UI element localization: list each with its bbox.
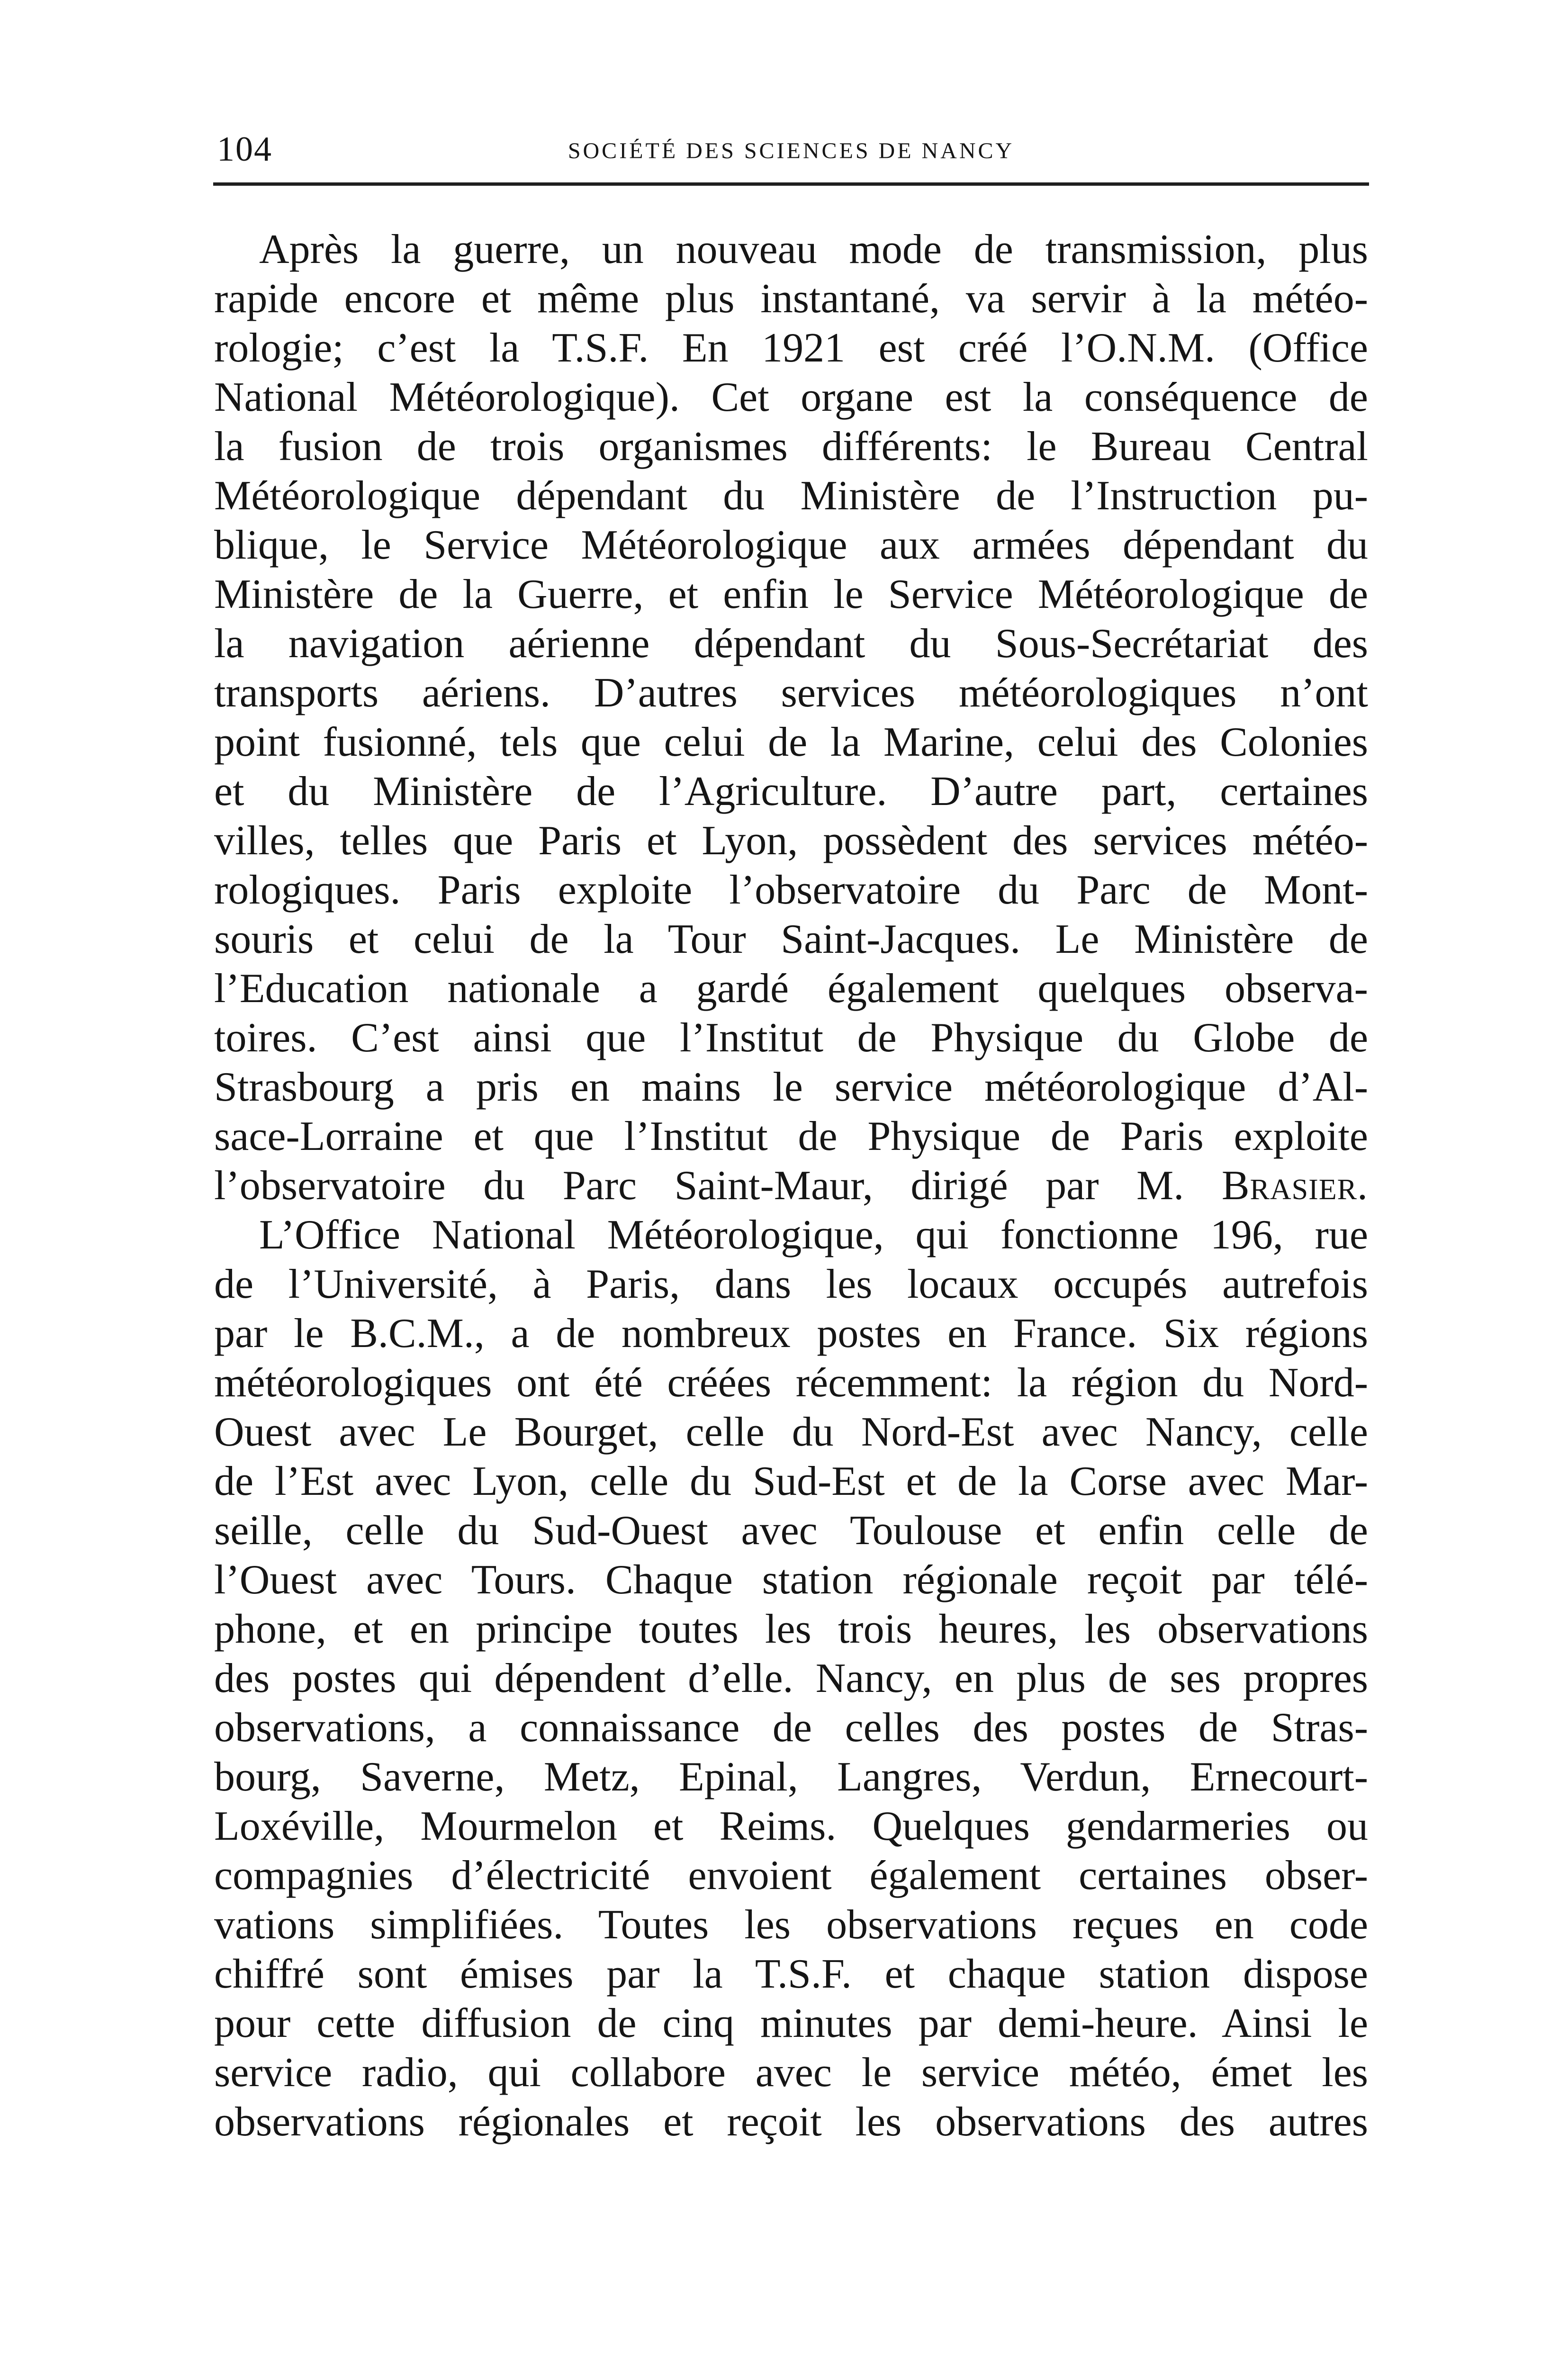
text-line: l’Education nationale a gardé également quelques observa- [214,966,1368,1012]
text-line: des postes qui dépendent d’elle. Nancy, en plus de ses propres [214,1655,1368,1701]
text-line: blique, le Service Météorologique aux armées dépendant du [214,522,1368,568]
text-line: de l’Université, à Paris, dans les locaux occupés autrefois [214,1261,1368,1307]
text-line: observations, a connaissance de celles des postes de Stras- [214,1705,1368,1751]
text-line: phone, et en principe toutes les trois heures, les observations [214,1606,1368,1652]
text-line: bourg, Saverne, Metz, Epinal, Langres, Verdun, Ernecourt- [214,1754,1368,1800]
text-line: Météorologique dépendant du Ministère de l’Instruction pu- [214,473,1368,519]
text-line: rologiques. Paris exploite l’observatoire du Parc de Mont- [214,867,1368,913]
text-line: Strasbourg a pris en mains le service météorologique d’Al- [214,1064,1368,1110]
page-number: 104 [217,130,272,169]
text-line-paragraph-end [214,1161,1368,1211]
text-line: vations simplifiées. Toutes les observations reçues en code [214,1902,1368,1948]
journal-title: SOCIÉTÉ DES SCIENCES DE NANCY [568,138,1015,163]
text-line: de l’Est avec Lyon, celle du Sud-Est et de la Corse avec Mar- [214,1458,1368,1504]
text-line: chiffré sont émises par la T.S.F. et chaque station dispose [214,1951,1368,1997]
text-line: villes, telles que Paris et Lyon, possèdent des services météo- [214,818,1368,864]
text-line: pour cette diffusion de cinq minutes par demi-heure. Ainsi le [214,2000,1368,2046]
text-line: l’Ouest avec Tours. Chaque station régionale reçoit par télé- [214,1557,1368,1603]
text-line: toires. C’est ainsi que l’Institut de Physique du Globe de [214,1015,1368,1061]
text-line: compagnies d’électricité envoient également certaines obser- [214,1853,1368,1899]
text-line: Ministère de la Guerre, et enfin le Service Météorologique de [214,571,1368,617]
text-line: National Météorologique). Cet organe est la conséquence de [214,374,1368,420]
text-line: Loxéville, Mourmelon et Reims. Quelques gendarmeries ou [214,1803,1368,1849]
text-line: la navigation aérienne dépendant du Sous-Secrétariat des [214,621,1368,667]
text-line: transports aériens. D’autres services météorologiques n’ont [214,670,1368,716]
text-line: point fusionné, tels que celui de la Marine, celui des Colonies [214,719,1368,765]
running-header [213,128,1369,171]
text-line: Ouest avec Le Bourget, celle du Nord-Est avec Nancy, celle [214,1409,1368,1455]
text-line: Après la guerre, un nouveau mode de transmission, plus [259,226,1368,272]
text-line: et du Ministère de l’Agriculture. D’autre part, certaines [214,769,1368,814]
text-line: rapide encore et même plus instantané, va servir à la météo- [214,276,1368,322]
text-line: seille, celle du Sud-Ouest avec Toulouse et enfin celle de [214,1508,1368,1554]
text-line: observations régionales et reçoit les observations des autres [214,2099,1368,2145]
text-line-content: l’observatoire du Parc Saint-Maur, dirigé par M. [214,1163,1184,1209]
text-line: souris et celui de la Tour Saint-Jacques. Le Ministère de [214,916,1368,962]
text-line: service radio, qui collabore avec le service météo, émet les [214,2050,1368,2096]
text-line: la fusion de trois organismes différents: le Bureau Central [214,424,1368,470]
text-line: sace-Lorraine et que l’Institut de Physique de Paris exploite [214,1113,1368,1159]
header-rule [213,182,1369,186]
author-name-brasier: Brasier. [1221,1163,1368,1209]
body-text [214,225,1368,2147]
text-line: L’Office National Météorologique, qui fonctionne 196, rue [259,1212,1368,1258]
text-line: par le B.C.M., a de nombreux postes en France. Six régions [214,1311,1368,1356]
text-line: météorologiques ont été créées récemment: la région du Nord- [214,1360,1368,1406]
text-line: rologie; c’est la T.S.F. En 1921 est créé l’O.N.M. (Office [214,325,1368,371]
